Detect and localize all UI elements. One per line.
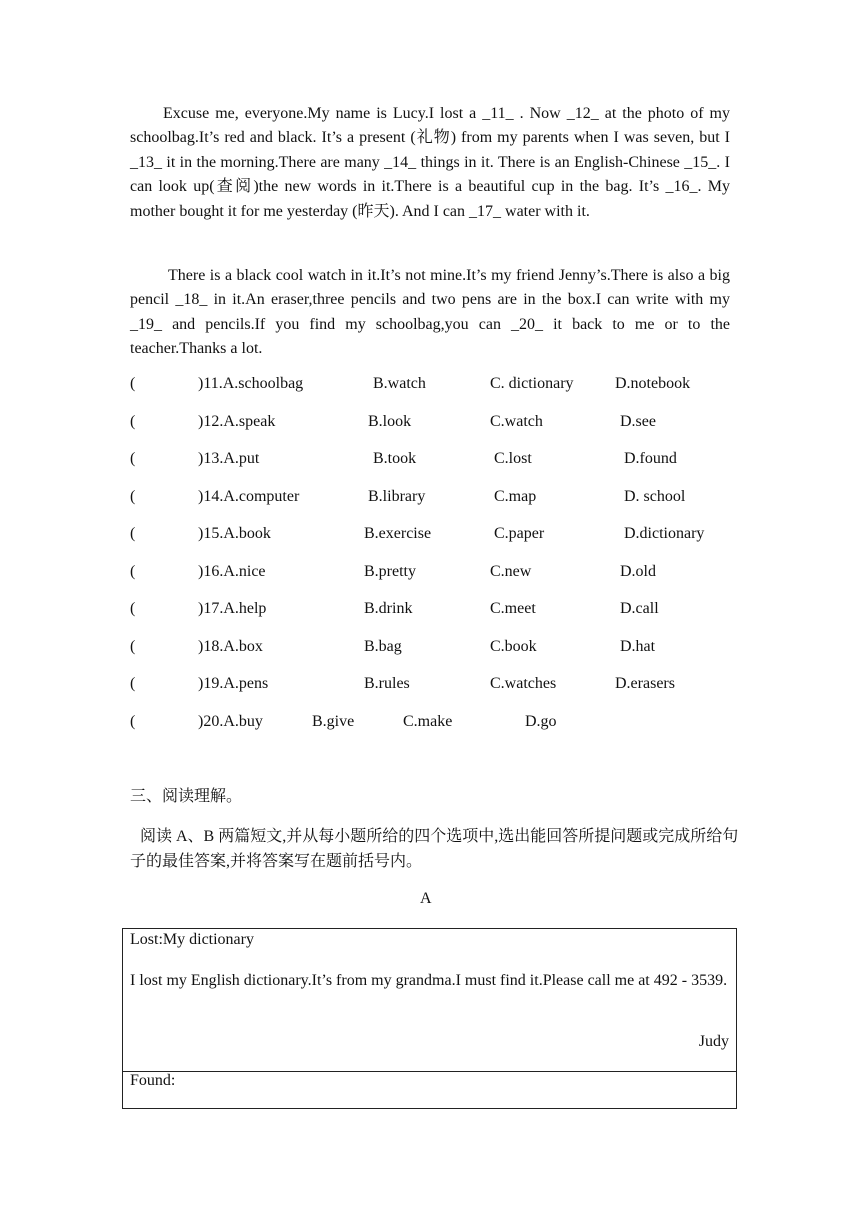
passage-paragraph-1: Excuse me, everyone.My name is Lucy.I lost a _11_ . Now _12_ at the photo of my schoolbag.It’s red and black. It’s a present (礼物) from my parents when I was seven, but I _13_ it in the morning.There are many _14_ things in it. There is an English-Chinese _15_. I can look up(查阅)the new words in it.There is a beautiful cup in the bag. It’s _16_. My mother bought it for me yesterday (昨天). And I can _17_ water with it. [130, 105, 730, 220]
question-row [130, 373, 750, 395]
question-option-c: C.make [403, 712, 453, 730]
question-option-a: )13.A.put [198, 450, 260, 467]
answer-bracket: ( [130, 600, 136, 617]
question-option-b: B.rules [364, 675, 410, 692]
question-option-d: D.old [620, 562, 656, 580]
question-option-b: B.bag [364, 637, 402, 655]
section-instructions: 阅读 A、B 两篇短文,并从每小题所给的四个选项中,选出能回答所提问题或完成所给句子的最佳答案,并将答案写在题前括号内。 [130, 828, 739, 870]
question-row [130, 598, 750, 620]
answer-bracket: ( [130, 487, 136, 505]
question-row [130, 561, 750, 583]
found-heading: Found: [130, 1072, 176, 1089]
question-option-a: )12.A.speak [198, 412, 276, 430]
signature: Judy [698, 1033, 729, 1050]
question-row [130, 673, 750, 695]
question-option-c: C.book [490, 637, 537, 655]
found-notice [122, 1071, 737, 1109]
question-option-d: D.erasers [615, 675, 675, 692]
lost-heading: Lost:My dictionary [130, 931, 254, 948]
question-option-b: B.give [312, 712, 355, 730]
question-option-d: D.hat [620, 637, 656, 655]
question-row [130, 448, 750, 470]
question-option-c: C. dictionary [490, 375, 574, 392]
question-option-a: )19.A.pens [198, 675, 269, 692]
question-option-c: C.watch [490, 412, 543, 430]
question-option-d: D.see [620, 412, 656, 430]
question-option-b: B.pretty [364, 562, 416, 580]
answer-bracket: ( [130, 525, 136, 542]
question-row [130, 636, 750, 658]
question-option-b: B.watch [373, 375, 426, 392]
question-option-c: C.watches [490, 675, 557, 692]
question-row [130, 523, 750, 545]
question-option-b: B.look [368, 412, 412, 430]
passage-label: A [420, 890, 432, 907]
question-option-d: D. school [624, 487, 686, 505]
question-option-a: )16.A.nice [198, 562, 266, 580]
lost-notice [122, 928, 737, 1072]
question-option-b: B.drink [364, 600, 413, 617]
question-option-b: B.exercise [364, 525, 432, 542]
lost-text: I lost my English dictionary.It’s from my grandma.I must find it.Please call me at 492 - 3539. [130, 972, 728, 989]
question-option-c: C.map [494, 487, 537, 505]
question-option-a: )15.A.book [198, 525, 271, 542]
answer-bracket: ( [130, 412, 136, 430]
question-option-c: C.meet [490, 600, 536, 617]
answer-bracket: ( [130, 375, 136, 392]
question-option-a: )14.A.computer [198, 487, 300, 505]
section-title: 三、阅读理解。 [130, 788, 243, 805]
question-option-c: C.paper [494, 525, 545, 542]
passage-paragraph-2: There is a black cool watch in it.It’s not mine.It’s my friend Jenny’s.There is also a big pencil _18_ in it.An eraser,three pencils and two pens are in the box.I can write with my _19_ and pencils.If you find my schoolbag,you can _20_ it back to me or to the teacher.Thanks a lot. [130, 267, 730, 358]
question-option-d: D.notebook [615, 375, 691, 392]
answer-bracket: ( [130, 450, 136, 467]
question-row [130, 486, 750, 508]
answer-bracket: ( [130, 675, 136, 692]
question-option-d: D.dictionary [624, 525, 705, 542]
answer-bracket: ( [130, 637, 136, 655]
question-option-c: C.new [490, 562, 532, 580]
question-option-c: C.lost [494, 450, 532, 467]
question-option-d: D.call [620, 600, 659, 617]
question-option-a: )17.A.help [198, 600, 267, 617]
question-row [130, 711, 750, 733]
question-option-a: )20.A.buy [198, 712, 263, 730]
question-option-b: B.took [373, 450, 417, 467]
answer-bracket: ( [130, 712, 136, 730]
question-option-a: )11.A.schoolbag [198, 375, 304, 392]
question-option-d: D.found [624, 450, 677, 467]
question-row [130, 411, 750, 433]
question-option-d: D.go [525, 712, 557, 730]
question-option-a: )18.A.box [198, 637, 263, 655]
answer-bracket: ( [130, 562, 136, 580]
question-option-b: B.library [368, 487, 426, 505]
